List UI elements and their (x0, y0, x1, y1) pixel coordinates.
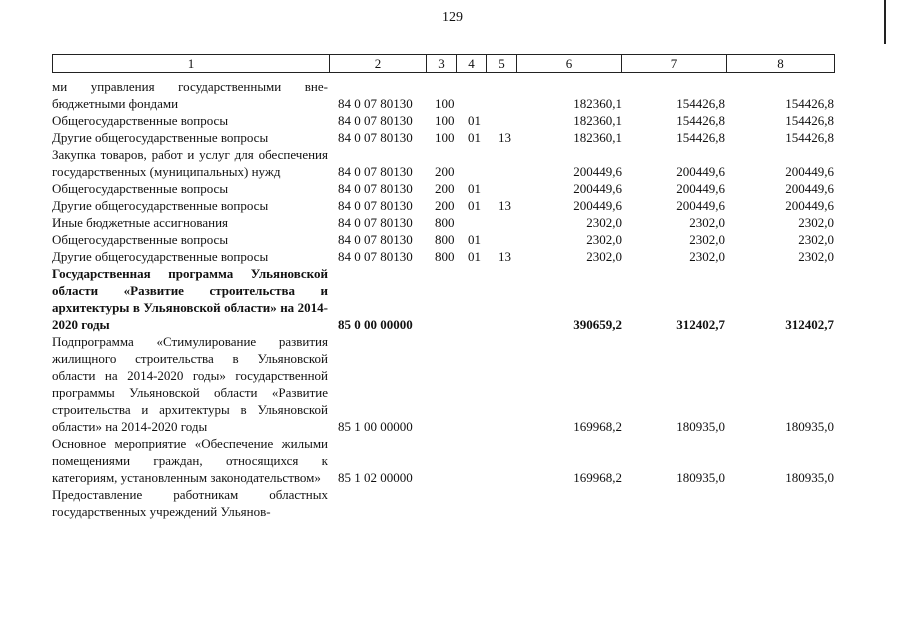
row-value-8: 2302,0 (798, 249, 834, 264)
row-code: 85 0 00 00000 (338, 317, 413, 332)
row-name: Государственная программа Ульяновской области «Развитие строительства и архитектуры в Ульяновской области» на 2014-2020 годы (52, 266, 328, 332)
row-value-6: 200449,6 (573, 198, 622, 213)
scan-edge-line (884, 0, 886, 44)
row-value-7: 200449,6 (676, 198, 725, 213)
row-value-7: 200449,6 (676, 181, 725, 196)
row-col-4: 01 (468, 181, 481, 196)
row-value-8: 200449,6 (785, 198, 834, 213)
header-col-7: 7 (622, 55, 727, 72)
row-value-7: 180935,0 (676, 419, 725, 434)
row-value-8: 200449,6 (785, 164, 834, 179)
header-col-6: 6 (517, 55, 622, 72)
row-name: Общегосударственные вопросы (52, 232, 229, 247)
row-code: 84 0 07 80130 (338, 198, 413, 213)
row-name: Общегосударственные вопросы (52, 113, 229, 128)
row-name: Закупка товаров, работ и услуг для обеспечения государственных (муниципальных) нужд (52, 147, 328, 179)
row-name: Подпрограмма «Стимулирование развития жилищного строительства в Ульяновской области на 2014-2020 годы» государственной программы Ульяновской области «Развитие строительства и архитектуры в Ульяновской области» на 2014-2020 годы (52, 334, 328, 434)
row-value-8: 312402,7 (785, 317, 834, 332)
row-value-7: 312402,7 (676, 317, 725, 332)
row-value-6: 2302,0 (586, 215, 622, 230)
row-col-4: 01 (468, 249, 481, 264)
row-name: Другие общегосударственные вопросы (52, 130, 269, 145)
table-row (52, 486, 842, 520)
row-col-3: 200 (435, 181, 455, 196)
row-col-5: 13 (498, 130, 511, 145)
row-col-3: 100 (435, 96, 455, 111)
row-code: 84 0 07 80130 (338, 232, 413, 247)
row-col-3: 800 (435, 249, 455, 264)
row-col-3: 100 (435, 130, 455, 145)
table-row (52, 112, 842, 129)
row-value-7: 200449,6 (676, 164, 725, 179)
row-code: 84 0 07 80130 (338, 215, 413, 230)
row-value-7: 154426,8 (676, 96, 725, 111)
header-col-5: 5 (487, 55, 517, 72)
table-row (52, 333, 842, 435)
row-value-8: 180935,0 (785, 470, 834, 485)
row-value-6: 390659,2 (573, 317, 622, 332)
row-value-7: 154426,8 (676, 130, 725, 145)
row-value-6: 2302,0 (586, 232, 622, 247)
row-value-8: 2302,0 (798, 215, 834, 230)
row-col-4: 01 (468, 113, 481, 128)
table-row (52, 197, 842, 214)
table-row (52, 180, 842, 197)
table-row (52, 248, 842, 265)
row-value-7: 154426,8 (676, 113, 725, 128)
row-value-7: 2302,0 (689, 232, 725, 247)
header-col-1: 1 (53, 55, 330, 72)
row-name: Основное мероприятие «Обеспечение жилыми помещениями граждан, относящихся к категориям, установленным законодательством» (52, 436, 328, 485)
row-col-4: 01 (468, 232, 481, 247)
row-col-3: 200 (435, 198, 455, 213)
table-row (52, 214, 842, 231)
row-code: 85 1 02 00000 (338, 470, 413, 485)
table-body (52, 78, 842, 520)
row-value-8: 180935,0 (785, 419, 834, 434)
row-name: ми управления государственными вне-бюджетными фондами (52, 79, 328, 111)
row-value-8: 200449,6 (785, 181, 834, 196)
table-row (52, 231, 842, 248)
header-col-3: 3 (427, 55, 457, 72)
row-col-3: 800 (435, 232, 455, 247)
row-value-8: 154426,8 (785, 113, 834, 128)
row-value-7: 2302,0 (689, 249, 725, 264)
row-name: Предоставление работникам областных государственных учреждений Ульянов- (52, 487, 328, 519)
table-row (52, 129, 842, 146)
row-col-4: 01 (468, 130, 481, 145)
row-value-6: 200449,6 (573, 181, 622, 196)
table-row (52, 265, 842, 333)
row-code: 84 0 07 80130 (338, 249, 413, 264)
header-col-2: 2 (330, 55, 427, 72)
row-code: 85 1 00 00000 (338, 419, 413, 434)
row-value-6: 2302,0 (586, 249, 622, 264)
row-value-8: 2302,0 (798, 232, 834, 247)
row-value-6: 169968,2 (573, 419, 622, 434)
row-col-3: 800 (435, 215, 455, 230)
row-col-3: 200 (435, 164, 455, 179)
row-value-8: 154426,8 (785, 96, 834, 111)
row-value-7: 180935,0 (676, 470, 725, 485)
row-value-6: 182360,1 (573, 130, 622, 145)
row-code: 84 0 07 80130 (338, 181, 413, 196)
row-value-6: 182360,1 (573, 96, 622, 111)
header-col-8: 8 (727, 55, 835, 72)
row-col-5: 13 (498, 249, 511, 264)
row-col-3: 100 (435, 113, 455, 128)
row-name: Другие общегосударственные вопросы (52, 198, 269, 213)
row-code: 84 0 07 80130 (338, 96, 413, 111)
row-col-4: 01 (468, 198, 481, 213)
row-code: 84 0 07 80130 (338, 113, 413, 128)
row-value-7: 2302,0 (689, 215, 725, 230)
table-row (52, 435, 842, 486)
header-col-4: 4 (457, 55, 487, 72)
table-header (52, 54, 835, 73)
page-number: 129 (442, 10, 463, 25)
row-code: 84 0 07 80130 (338, 164, 413, 179)
table-row (52, 78, 842, 112)
row-value-6: 200449,6 (573, 164, 622, 179)
row-col-5: 13 (498, 198, 511, 213)
row-value-8: 154426,8 (785, 130, 834, 145)
row-value-6: 182360,1 (573, 113, 622, 128)
row-value-6: 169968,2 (573, 470, 622, 485)
table-row (52, 146, 842, 180)
row-name: Другие общегосударственные вопросы (52, 249, 269, 264)
row-name: Иные бюджетные ассигнования (52, 215, 229, 230)
row-name: Общегосударственные вопросы (52, 181, 229, 196)
row-code: 84 0 07 80130 (338, 130, 413, 145)
